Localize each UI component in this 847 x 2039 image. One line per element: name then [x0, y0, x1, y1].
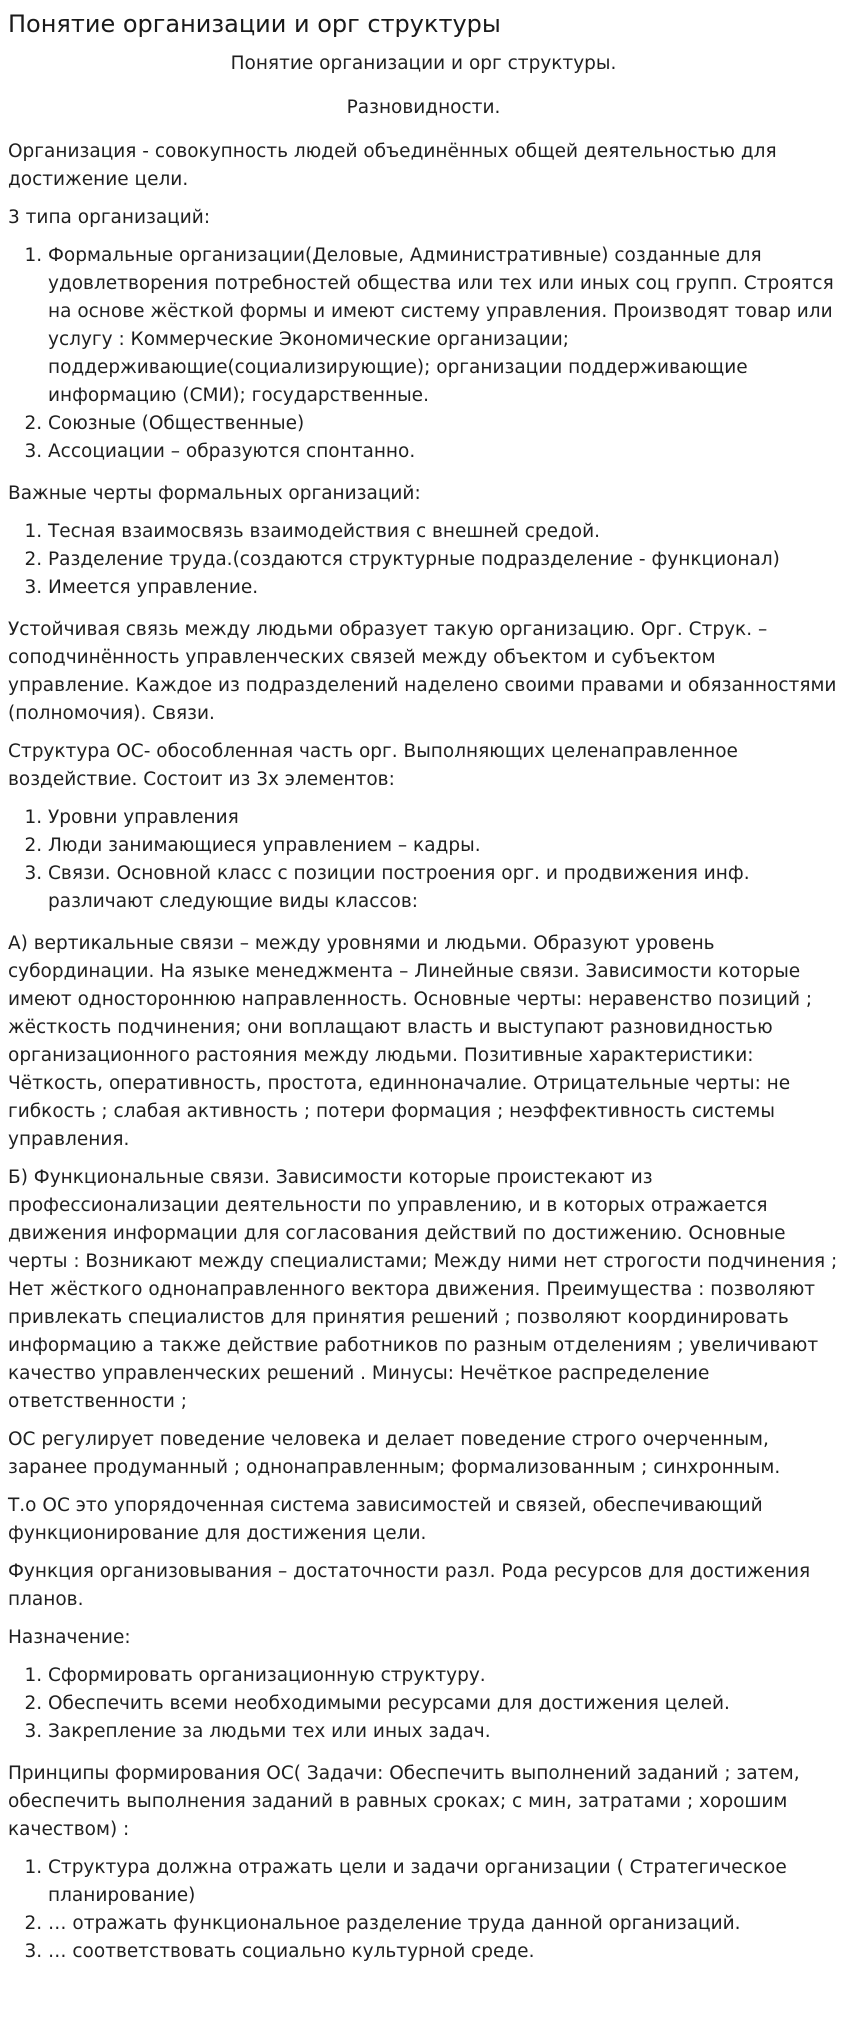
subtitle: Понятие организации и орг структуры.	[230, 53, 617, 74]
paragraph-features-heading: Важные черты формальных организаций:	[8, 483, 421, 504]
paragraph-function: Функция организовывания – достаточности разл. Рода ресурсов для достижения планов.	[8, 1561, 811, 1610]
list-item: 3. Закрепление за людьми тех или иных задач.	[48, 1718, 839, 1746]
list-item: 3. … соответствовать социально культурной среде.	[48, 1938, 839, 1966]
paragraph-regulates: ОС регулирует поведение человека и делает поведение строго очерченным, заранее продуманный ; однонаправленным; формализованным ; синхронным.	[8, 1429, 781, 1478]
paragraph-system: Т.о ОС это упорядоченная система зависимостей и связей, обеспечивающий функционирование для достижения цели.	[8, 1495, 763, 1544]
list-item: 3. Ассоциации – образуются спонтанно.	[48, 438, 839, 466]
list-elements	[8, 804, 839, 916]
list-item: 1. Формальные организации(Деловые, Административные) созданные для удовлетворения потребностей общества или тех или иных соц групп. Строятся на основе жёсткой формы и имеют систему управления. Производят товар или услугу : Коммерческие Экономические организации; поддерживающие(социализирующие); организации поддерживающие информацию (СМИ); государственные.	[48, 242, 839, 410]
list-item: 1. Сформировать организационную структуру.	[48, 1662, 839, 1690]
paragraph-structure: Структура ОС- обособленная часть орг. Выполняющих целенаправленное воздействие. Состоит из 3х элементов:	[8, 741, 738, 790]
paragraph-types-heading: 3 типа организаций:	[8, 207, 211, 228]
subtitle-varieties: Разновидности.	[346, 97, 501, 118]
list-item: 1. Тесная взаимосвязь взаимодействия с внешней средой.	[48, 518, 839, 546]
list-item: 2. Люди занимающиеся управлением – кадры.	[48, 832, 839, 860]
list-item: 1. Уровни управления	[48, 804, 839, 832]
list-item: 2. Разделение труда.(создаются структурные подразделение - функционал)	[48, 546, 839, 574]
list-features	[8, 518, 839, 602]
list-item: 2. … отражать функциональное разделение труда данной организаций.	[48, 1910, 839, 1938]
list-item: 1. Структура должна отражать цели и задачи организации ( Стратегическое планирование)	[48, 1854, 839, 1910]
paragraph-vertical-links: А) вертикальные связи – между уровнями и людьми. Образуют уровень субординации. На языке менеджмента – Линейные связи. Зависимости которые имеют одностороннюю направленность. Основные черты: неравенство позиций ; жёсткость подчинения; они воплащают власть и выступают разновидностью организационного растояния между людьми. Позитивные характеристики: Чёткость, оперативность, простота, единноначалие. Отрицательные черты: не гибкость ; слабая активность ; потери формация ; неэффективность системы управления.	[8, 933, 813, 1150]
paragraph-principles: Принципы формирования ОС( Задачи: Обеспечить выполнений заданий ; затем, обеспечить выполнения заданий в равных сроках; с мин, затратами ; хорошим качеством) :	[8, 1763, 800, 1840]
paragraph-purpose-heading: Назначение:	[8, 1627, 131, 1648]
list-item: 3. Связи. Основной класс с позиции построения орг. и продвижения инф. различают следующие виды классов:	[48, 860, 839, 916]
list-principles	[8, 1854, 839, 1966]
list-org-types	[8, 242, 839, 466]
list-purposes	[8, 1662, 839, 1746]
list-item: 3. Имеется управление.	[48, 574, 839, 602]
list-item: 2. Обеспечить всеми необходимыми ресурсами для достижения целей.	[48, 1690, 839, 1718]
page-title: Понятие организации и орг структуры	[8, 10, 501, 38]
paragraph-org-definition: Организация - совокупность людей объединённых общей деятельностью для достижение цели.	[8, 141, 777, 190]
list-item: 2. Союзные (Общественные)	[48, 410, 839, 438]
paragraph-stable-connection: Устойчивая связь между людьми образует такую организацию. Орг. Струк. – соподчинённость управленческих связей между объектом и субъектом управление. Каждое из подразделений наделено своими правами и обязанностями (полномочия). Связи.	[8, 619, 837, 724]
paragraph-functional-links: Б) Функциональные связи. Зависимости которые проистекают из профессионализации деятельности по управлению, и в которых отражается движения информации для согласования действий по достижению. Основные черты : Возникают между специалистами; Между ними нет строгости подчинения ; Нет жёсткого однонаправленного вектора движения. Преимущества : позволяют привлекать специалистов для принятия решений ; позволяют координировать информацию а также действие работников по разным отделениям ; увеличивают качество управленческих решений . Минусы: Нечёткое распределение ответственности ;	[8, 1167, 838, 1412]
